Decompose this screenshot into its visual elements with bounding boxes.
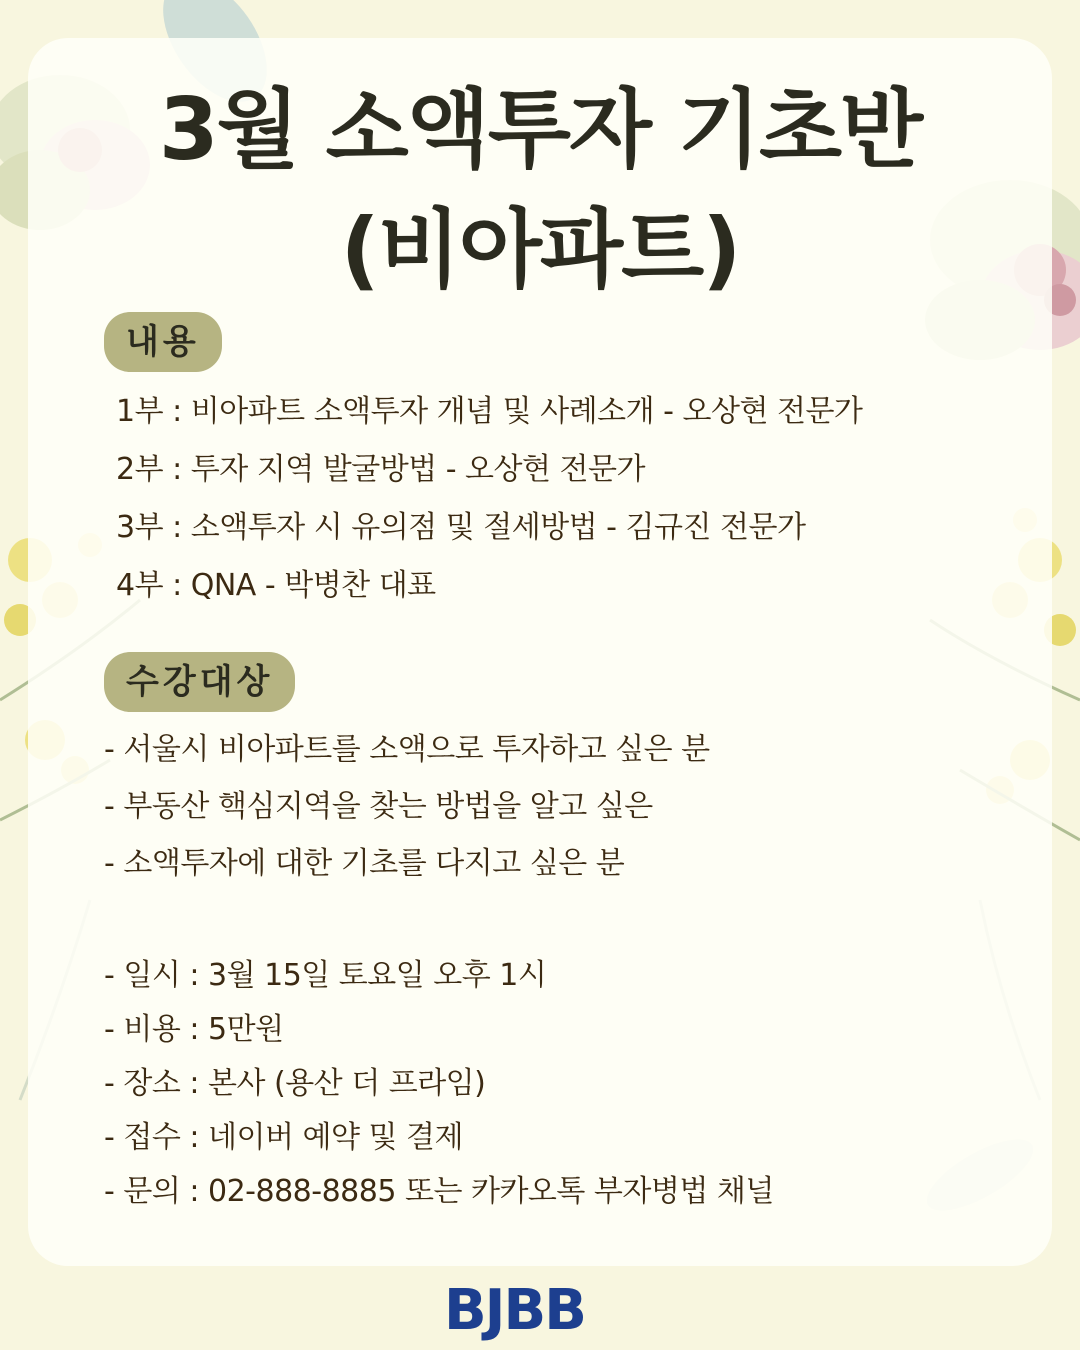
detail-date: - 일시 : 3월 15일 토요일 오후 1시 <box>104 958 547 993</box>
audience-section-label: 수강대상 <box>104 652 295 712</box>
audience-item: - 부동산 핵심지역을 찾는 방법을 알고 싶은 <box>104 789 653 824</box>
detail-fee: - 비용 : 5만원 <box>104 1012 284 1047</box>
page-title: 3월 소액투자 기초반 <box>158 80 922 180</box>
content-item: 1부 : 비아파트 소액투자 개념 및 사례소개 - 오상현 전문가 <box>116 394 863 429</box>
detail-registration: - 접수 : 네이버 예약 및 결제 <box>104 1120 463 1155</box>
content-item: 2부 : 투자 지역 발굴방법 - 오상현 전문가 <box>116 452 645 487</box>
detail-location: - 장소 : 본사 (용산 더 프라임) <box>104 1066 486 1101</box>
content-section-label: 내용 <box>104 312 222 372</box>
content-item: 4부 : QNA - 박병찬 대표 <box>116 568 436 603</box>
bjbb-logo: BJBB <box>444 1278 585 1343</box>
page-subtitle: (비아파트) <box>340 200 740 300</box>
detail-contact: - 문의 : 02-888-8885 또는 카카오톡 부자병법 채널 <box>104 1174 774 1209</box>
audience-item: - 서울시 비아파트를 소액으로 투자하고 싶은 분 <box>104 732 710 767</box>
content-item: 3부 : 소액투자 시 유의점 및 절세방법 - 김규진 전문가 <box>116 510 806 545</box>
audience-item: - 소액투자에 대한 기초를 다지고 싶은 분 <box>104 846 625 881</box>
